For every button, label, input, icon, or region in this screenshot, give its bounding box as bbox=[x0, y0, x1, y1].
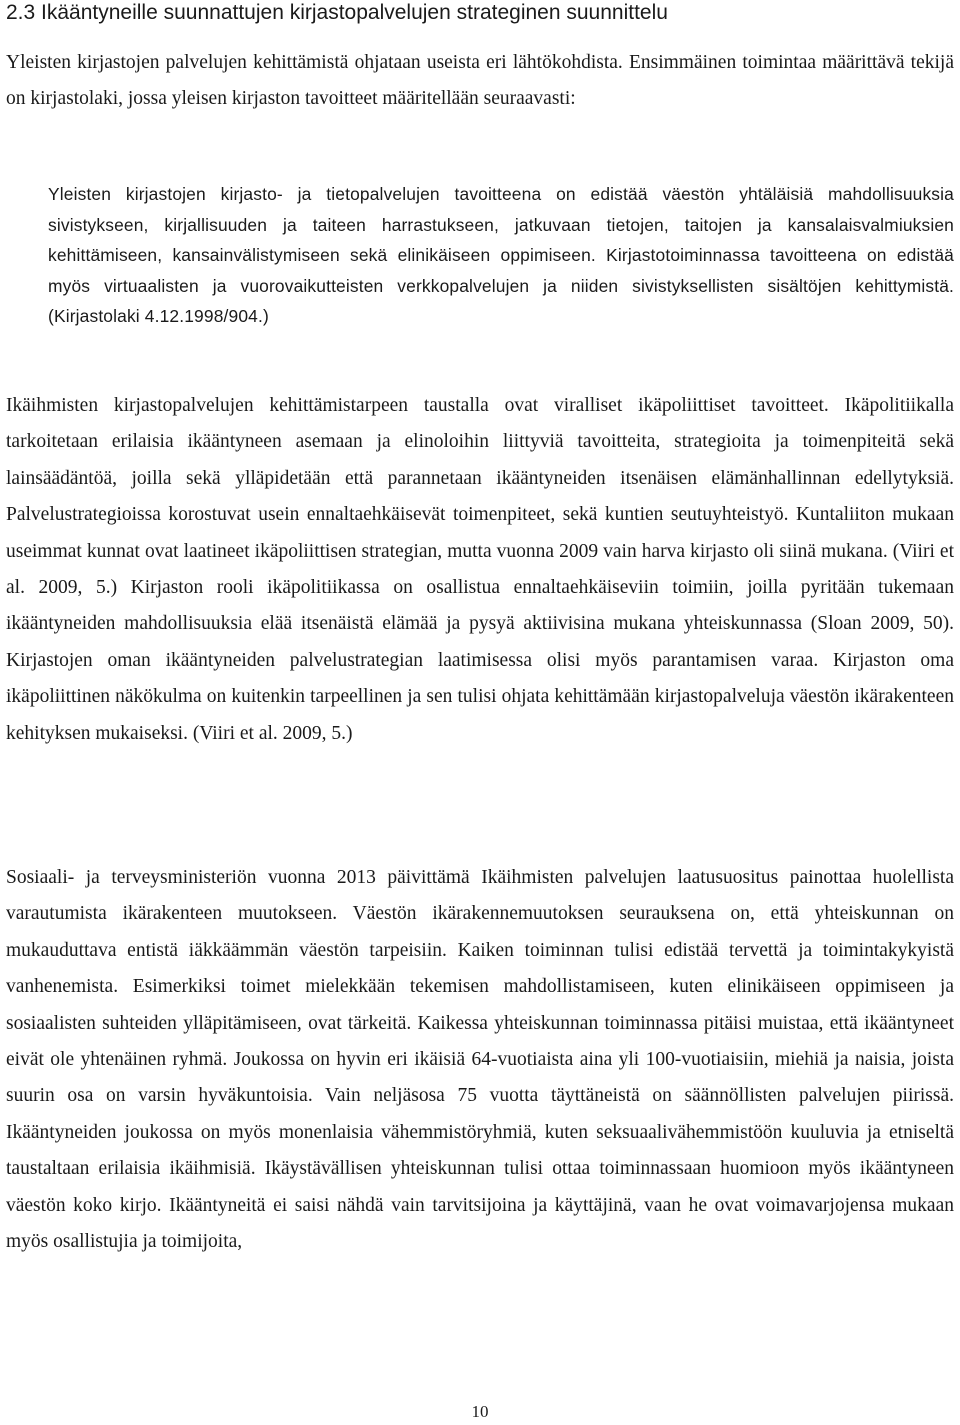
page-number: 10 bbox=[471, 1402, 489, 1421]
paragraph-intro: Yleisten kirjastojen palvelujen kehittämistä ohjataan useista eri lähtökohdista. Ensimmäinen toimintaa määrittävä tekijä on kirjastolaki, jossa yleisen kirjaston tavoitteet määritellään seuraavasti: bbox=[6, 52, 954, 110]
paragraph-quality-recommendation: Sosiaali- ja terveysministeriön vuonna 2013 päivittämä Ikäihmisten palvelujen laatusuositus painottaa huolellista varautumista ikärakenteen muutokseen. Väestön ikärakennemuutoksen seurauksena on, että yhteiskunnan on mukauduttava entistä iäkkäämmän väestön tarpeisiin. Kaiken toiminnan tulisi edistää tervettä ja toimintakykyistä vanhenemista. Esimerkiksi toimet mielekkään tekemisen mahdollistamiseen, kuten elinikäiseen oppimiseen ja sosiaalisten suhteiden ylläpitämiseen, ovat tärkeitä. Kaikessa yhteiskunnan toiminnassa pitäisi muistaa, että ikääntyneet eivät ole yhtenäinen ryhmä. Joukossa on hyvin eri ikäisiä 64-vuotiaista aina yli 100-vuotiaisiin, miehiä ja naisia, joista suurin osa on varsin hyväkuntoisia. Vain neljäsosa 75 vuotta täyttäneistä on säännöllisten palvelujen piirissä. Ikääntyneiden joukossa on myös monenlaisia vähemmistöryhmiä, kuten seksuaalivähemmistöön kuuluvia ja etniseltä taustaltaan erilaisia ikäihmisiä. Ikäystävällisen yhteiskunnan tulisi ottaa toiminnassaan huomioon myös ikääntyneen väestön koko kirjo. Ikääntyneitä ei saisi nähdä vain tarvitsijoina ja käyttäjinä, vaan he ovat voimavarjojensa mukaan myös osallistujia ja toimijoita, bbox=[6, 867, 954, 1253]
section-heading: 2.3 Ikääntyneille suunnattujen kirjastopalvelujen strateginen suunnittelu bbox=[6, 1, 668, 24]
block-quote-library-act: Yleisten kirjastojen kirjasto- ja tietopalvelujen tavoitteena on edistää väestön yhtäläisiä mahdollisuuksia sivistykseen, kirjallisuuden ja taiteen harrastukseen, jatkuvaan tietojen, taitojen ja kansalaisvalmiuksien kehittämiseen, kansainvälistymiseen sekä elinikäiseen oppimiseen. Kirjastotoiminnassa tavoitteena on edistää myös virtuaalisten ja vuorovaikutteisten verkkopalvelujen ja niiden sivistyksellisten sisältöjen kehittymistä. (Kirjastolaki 4.12.1998/904.) bbox=[48, 184, 954, 327]
paragraph-ageing-policy: Ikäihmisten kirjastopalvelujen kehittämistarpeen taustalla ovat viralliset ikäpoliittiset tavoitteet. Ikäpolitiikalla tarkoitetaan erilaisia ikääntyneen asemaan ja elinoloihin liittyviä tavoitteita, strategioita ja toimenpiteitä sekä lainsäädäntöä, joilla sekä ylläpidetään että parannetaan ikääntyneiden itsenäisen elämänhallinnan edellytyksiä. Palvelustrategioissa korostuvat usein ennaltaehkäisevät toimenpiteet, sekä kuntien seutuyhteistyö. Kuntaliiton mukaan useimmat kunnat ovat laatineet ikäpoliittisen strategian, mutta vuonna 2009 vain harva kirjasto oli siinä mukana. (Viiri et al. 2009, 5.) Kirjaston rooli ikäpolitiikassa on osallistua ennaltaehkäiseviin toimiin, joilla pyritään tukemaan ikääntyneiden mahdollisuuksia elää itsenäistä elämää ja pysyä aktiivisina mukana yhteiskunnassa (Sloan 2009, 50). Kirjastojen oman ikääntyneiden palvelustrategian laatimisessa olisi myös parantamisen varaa. Kirjaston oma ikäpoliittinen näkökulma on kuitenkin tarpeellinen ja sen tulisi ohjata kehittämään kirjastopalveluja väestön ikärakenteen kehityksen mukaiseksi. (Viiri et al. 2009, 5.) bbox=[6, 395, 954, 744]
